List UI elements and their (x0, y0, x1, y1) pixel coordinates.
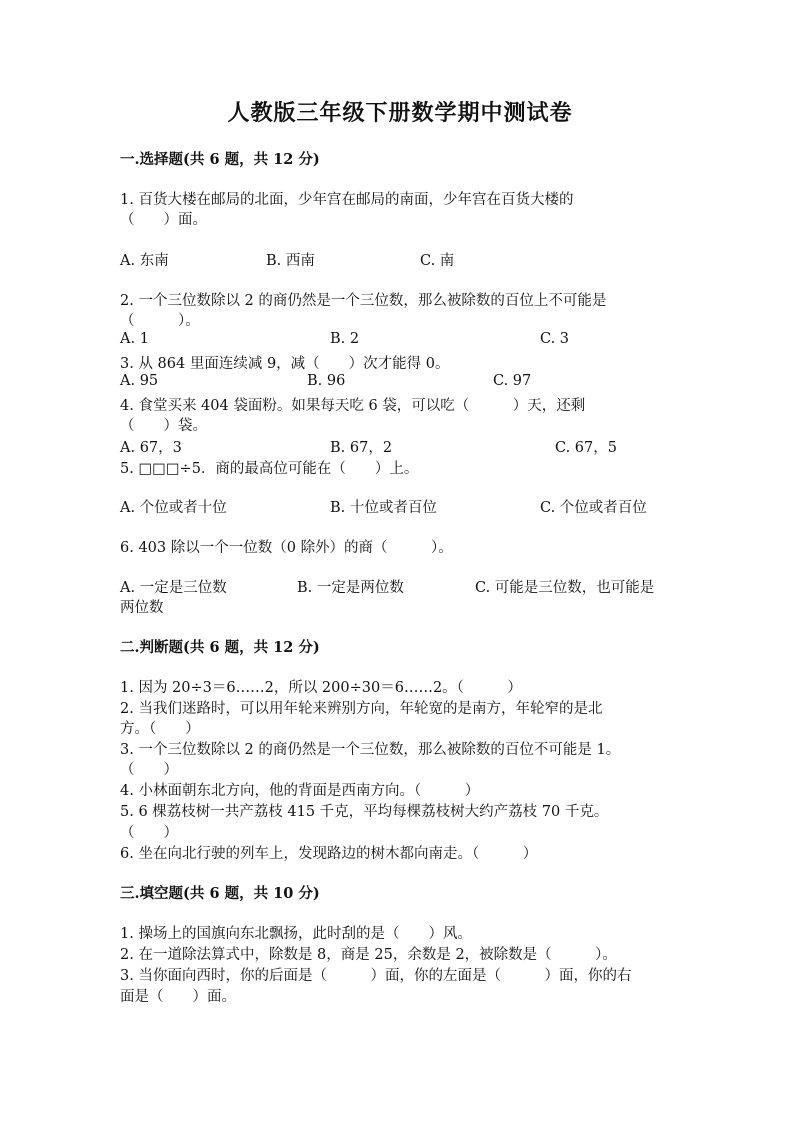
option-c: C. 可能是三位数，也可能是 (475, 580, 655, 596)
question-line: （ ）。 (120, 313, 200, 329)
question-line: 6. 403 除以一个一位数（0 除外）的商（ ）。 (120, 540, 453, 556)
question-line: （ ） (120, 825, 178, 841)
option-c: C. 97 (493, 373, 532, 389)
question-line: （ ）袋。 (120, 418, 207, 434)
question-line: 4. 食堂买来 404 袋面粉。如果每天吃 6 袋，可以吃（ ）天，还剩 (120, 398, 586, 414)
question-line: 面是（ ）面。 (120, 989, 236, 1005)
option-b: B. 西南 (266, 253, 315, 269)
option-a: A. 95 (120, 373, 159, 389)
question-line: 2. 当我们迷路时，可以用年轮来辨别方向，年轮宽的是南方，年轮窄的是北 (120, 701, 603, 717)
question-line: 5. □□□÷5．商的最高位可能在（ ）上。 (120, 461, 419, 477)
question-line: 1. 操场上的国旗向东北飘扬，此时刮的是（ ）风。 (120, 926, 472, 942)
option-a: A. 个位或者十位 (120, 500, 227, 516)
option-c: C. 个位或者百位 (540, 500, 647, 516)
question-line: 1. 百货大楼在邮局的北面，少年宫在邮局的南面，少年宫在百货大楼的 (120, 192, 574, 208)
question-line: 4. 小林面朝东北方向，他的背面是西南方向。（ ） (120, 783, 480, 799)
option-c: C. 67，5 (555, 440, 617, 456)
question-line: 3. 当你面向西时，你的后面是（ ）面，你的左面是（ ）面，你的右 (120, 968, 632, 984)
question-line: 3. 从 864 里面连续减 9，减（ ）次才能得 0。 (120, 356, 450, 372)
question-line: 2. 一个三位数除以 2 的商仍然是一个三位数，那么被除数的百位上不可能是 (120, 293, 607, 309)
option-b: B. 67，2 (330, 440, 393, 456)
section-heading-judgement: 二.判断题(共 6 题，共 12 分) (120, 639, 320, 656)
section-heading-choice: 一.选择题(共 6 题，共 12 分) (120, 151, 320, 168)
option-b: B. 96 (307, 373, 346, 389)
question-line: （ ）面。 (120, 212, 207, 228)
question-line: 方。（ ） (120, 721, 200, 737)
question-line: 5. 6 棵荔枝树一共产荔枝 415 千克，平均每棵荔枝树大约产荔枝 70 千克。 (120, 804, 609, 820)
option-continuation: 两位数 (120, 600, 164, 616)
option-c: C. 南 (420, 253, 455, 269)
option-c: C. 3 (540, 331, 570, 347)
option-a: A. 1 (120, 331, 149, 347)
option-b: B. 2 (330, 331, 360, 347)
section-heading-fill-blank: 三.填空题(共 6 题，共 10 分) (120, 885, 320, 902)
option-b: B. 十位或者百位 (330, 500, 437, 516)
question-line: （ ） (120, 762, 178, 778)
question-line: 2. 在一道除法算式中，除数是 8，商是 25，余数是 2，被除数是（ ）。 (120, 947, 617, 963)
option-a: A. 一定是三位数 (120, 580, 227, 596)
question-line: 6. 坐在向北行驶的列车上，发现路边的树木都向南走。（ ） (120, 846, 538, 862)
question-line: 1. 因为 20÷3＝6……2，所以 200÷30＝6……2。（ ） (120, 680, 522, 696)
option-a: A. 67，3 (120, 440, 182, 456)
page-title: 人教版三年级下册数学期中测试卷 (227, 100, 573, 126)
question-line: 3. 一个三位数除以 2 的商仍然是一个三位数，那么被除数的百位不可能是 1。 (120, 742, 621, 758)
option-b: B. 一定是两位数 (297, 580, 404, 596)
option-a: A. 东南 (120, 253, 169, 269)
